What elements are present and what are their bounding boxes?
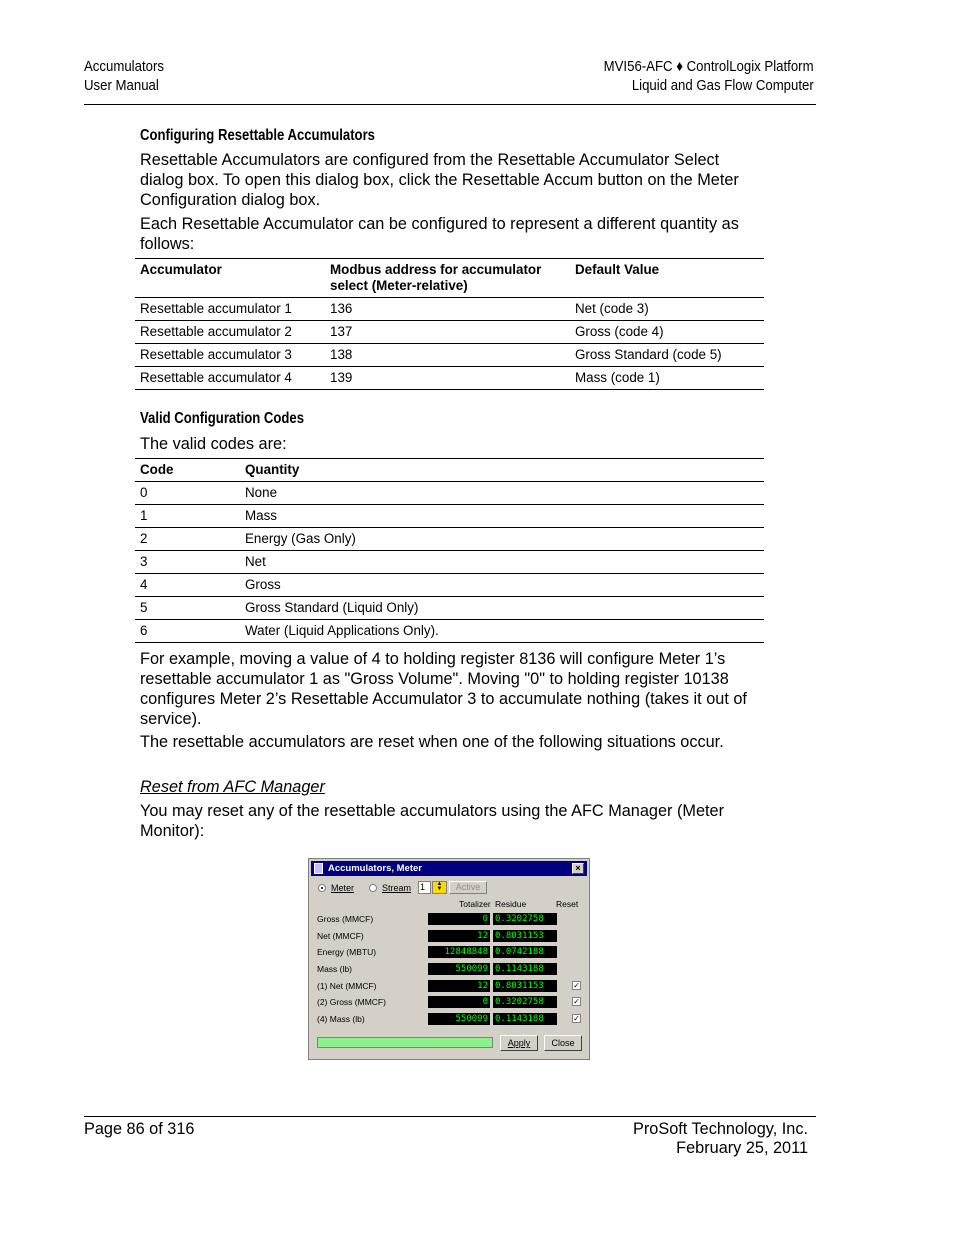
paragraph-intro: Resettable Accumulators are configured from the Resettable Accumulator Select dialog box. To open this dialog box, click the Resettable Accum button on the Meter Configuration dialog box. — [140, 151, 739, 209]
totalizer-value: 550099 — [428, 1013, 490, 1025]
cell: Gross Standard (Liquid Only) — [240, 597, 764, 620]
paragraph-valid-codes: The valid codes are: — [140, 435, 287, 453]
table-row — [135, 344, 764, 367]
cell: Mass (code 1) — [570, 367, 764, 390]
cell: Resettable accumulator 2 — [135, 321, 325, 344]
residue-value: 0.3202758 — [493, 913, 557, 925]
app-icon — [314, 863, 323, 874]
paragraph-afc-manager: You may reset any of the resettable accumulators using the AFC Manager (Meter Monitor): — [140, 802, 725, 840]
meter-radio-label[interactable]: Meter — [331, 883, 355, 893]
footer-rule — [84, 1116, 816, 1117]
table-row — [135, 367, 764, 390]
table-row — [135, 574, 764, 597]
row-label: Mass (lb) — [317, 964, 352, 974]
row-label: Gross (MMCF) — [317, 914, 374, 924]
col-modbus-address: Modbus address for accumulator select (Meter-relative) — [325, 259, 570, 298]
table-row — [135, 551, 764, 574]
cell: Energy (Gas Only) — [240, 528, 764, 551]
spin-arrows-icon[interactable]: ▲ ▼ — [432, 881, 447, 894]
cell: Gross — [240, 574, 764, 597]
apply-button[interactable]: Apply — [500, 1035, 538, 1051]
cell: Net (code 3) — [570, 298, 764, 321]
cell: Net — [240, 551, 764, 574]
subheading-reset-afc: Reset from AFC Manager — [140, 778, 325, 796]
row-label: Energy (MBTU) — [317, 947, 377, 957]
cell: 137 — [325, 321, 570, 344]
header-product: MVI56-AFC ♦ ControlLogix Platform — [604, 58, 814, 75]
cell: Gross (code 4) — [570, 321, 764, 344]
reset-checkbox[interactable]: ✓ — [573, 981, 580, 990]
footer-company: ProSoft Technology, Inc. — [633, 1120, 808, 1138]
table-row — [135, 482, 764, 505]
table-row — [135, 298, 764, 321]
residue-value: 0.8031153 — [493, 930, 557, 942]
cell: 0 — [135, 482, 240, 505]
header-rule — [84, 104, 816, 105]
residue-value: 0.3202758 — [493, 996, 557, 1008]
residue-value: 0.0742188 — [493, 946, 557, 958]
meter-radio[interactable] — [318, 884, 326, 892]
cell: Resettable accumulator 1 — [135, 298, 325, 321]
active-button[interactable]: Active — [449, 881, 487, 894]
row-label: Net (MMCF) — [317, 931, 364, 941]
close-icon[interactable]: × — [572, 863, 584, 874]
header-doc-type: User Manual — [84, 77, 159, 94]
cell: 6 — [135, 620, 240, 643]
progress-bar — [317, 1037, 493, 1048]
accumulators-dialog — [308, 858, 590, 1060]
accumulator-table — [135, 258, 764, 390]
header-doc-section: Accumulators — [84, 58, 164, 75]
cell: 1 — [135, 505, 240, 528]
cell: Resettable accumulator 3 — [135, 344, 325, 367]
residue-value: 0.8031153 — [493, 980, 557, 992]
totalizer-value: 0 — [428, 996, 490, 1008]
totalizer-value: 12 — [428, 930, 490, 942]
table-row — [135, 597, 764, 620]
row-label: (4) Mass (lb) — [317, 1014, 365, 1024]
meter-number-input[interactable]: 1 — [418, 881, 431, 894]
totalizer-value: 0 — [428, 913, 490, 925]
row-label: (1) Net (MMCF) — [317, 981, 377, 991]
cell: Mass — [240, 505, 764, 528]
cell: 138 — [325, 344, 570, 367]
cell: 2 — [135, 528, 240, 551]
dialog-title: Accumulators, Meter — [328, 863, 422, 874]
col-default-value: Default Value — [570, 259, 764, 298]
paragraph-reset-situations: The resettable accumulators are reset when one of the following situations occur. — [140, 733, 724, 751]
reset-checkbox[interactable]: ✓ — [573, 997, 580, 1006]
residue-value: 0.1143188 — [493, 963, 557, 975]
cell: Water (Liquid Applications Only). — [240, 620, 764, 643]
stream-radio[interactable] — [369, 884, 377, 892]
col-reset: Reset — [556, 899, 579, 909]
header-product-sub: Liquid and Gas Flow Computer — [632, 77, 814, 94]
cell: None — [240, 482, 764, 505]
cell: 136 — [325, 298, 570, 321]
section-heading-configuring: Configuring Resettable Accumulators — [140, 127, 375, 144]
cell: 139 — [325, 367, 570, 390]
paragraph-example: For example, moving a value of 4 to holding register 8136 will configure Meter 1’s resettable accumulator 1 as "Gross Volume". Moving "0" to holding register 10138 configures Meter 2’s Resettable Accumulator 3 to accumulate nothing (takes it out of service). — [140, 650, 747, 728]
table-header-row — [135, 259, 764, 298]
cell: 5 — [135, 597, 240, 620]
table-row — [135, 321, 764, 344]
col-totalizer: Totalizer — [459, 899, 491, 909]
col-residue: Residue — [495, 899, 527, 909]
footer-date: February 25, 2011 — [676, 1139, 808, 1157]
cell: Gross Standard (code 5) — [570, 344, 764, 367]
table-row — [135, 528, 764, 551]
table-row — [135, 620, 764, 643]
row-label: (2) Gross (MMCF) — [317, 997, 386, 1007]
residue-value: 0.1143188 — [493, 1013, 557, 1025]
totalizer-value: 550099 — [428, 963, 490, 975]
col-code: Code — [135, 459, 240, 482]
cell: 4 — [135, 574, 240, 597]
codes-table — [135, 458, 764, 643]
totalizer-value: 12848848 — [428, 946, 490, 958]
paragraph-quantity: Each Resettable Accumulator can be configured to represent a different quantity as follows: — [140, 215, 739, 253]
dialog-titlebar — [311, 861, 587, 876]
stream-radio-label[interactable]: Stream — [382, 883, 412, 893]
col-quantity: Quantity — [240, 459, 764, 482]
table-header-row — [135, 459, 764, 482]
cell: Resettable accumulator 4 — [135, 367, 325, 390]
section-heading-valid-codes: Valid Configuration Codes — [140, 410, 305, 427]
totalizer-value: 12 — [428, 980, 490, 992]
cell: 3 — [135, 551, 240, 574]
close-button[interactable]: Close — [544, 1035, 582, 1051]
reset-checkbox[interactable]: ✓ — [573, 1014, 580, 1023]
page-number: Page 86 of 316 — [84, 1120, 195, 1138]
table-row — [135, 505, 764, 528]
col-accumulator: Accumulator — [135, 259, 325, 298]
